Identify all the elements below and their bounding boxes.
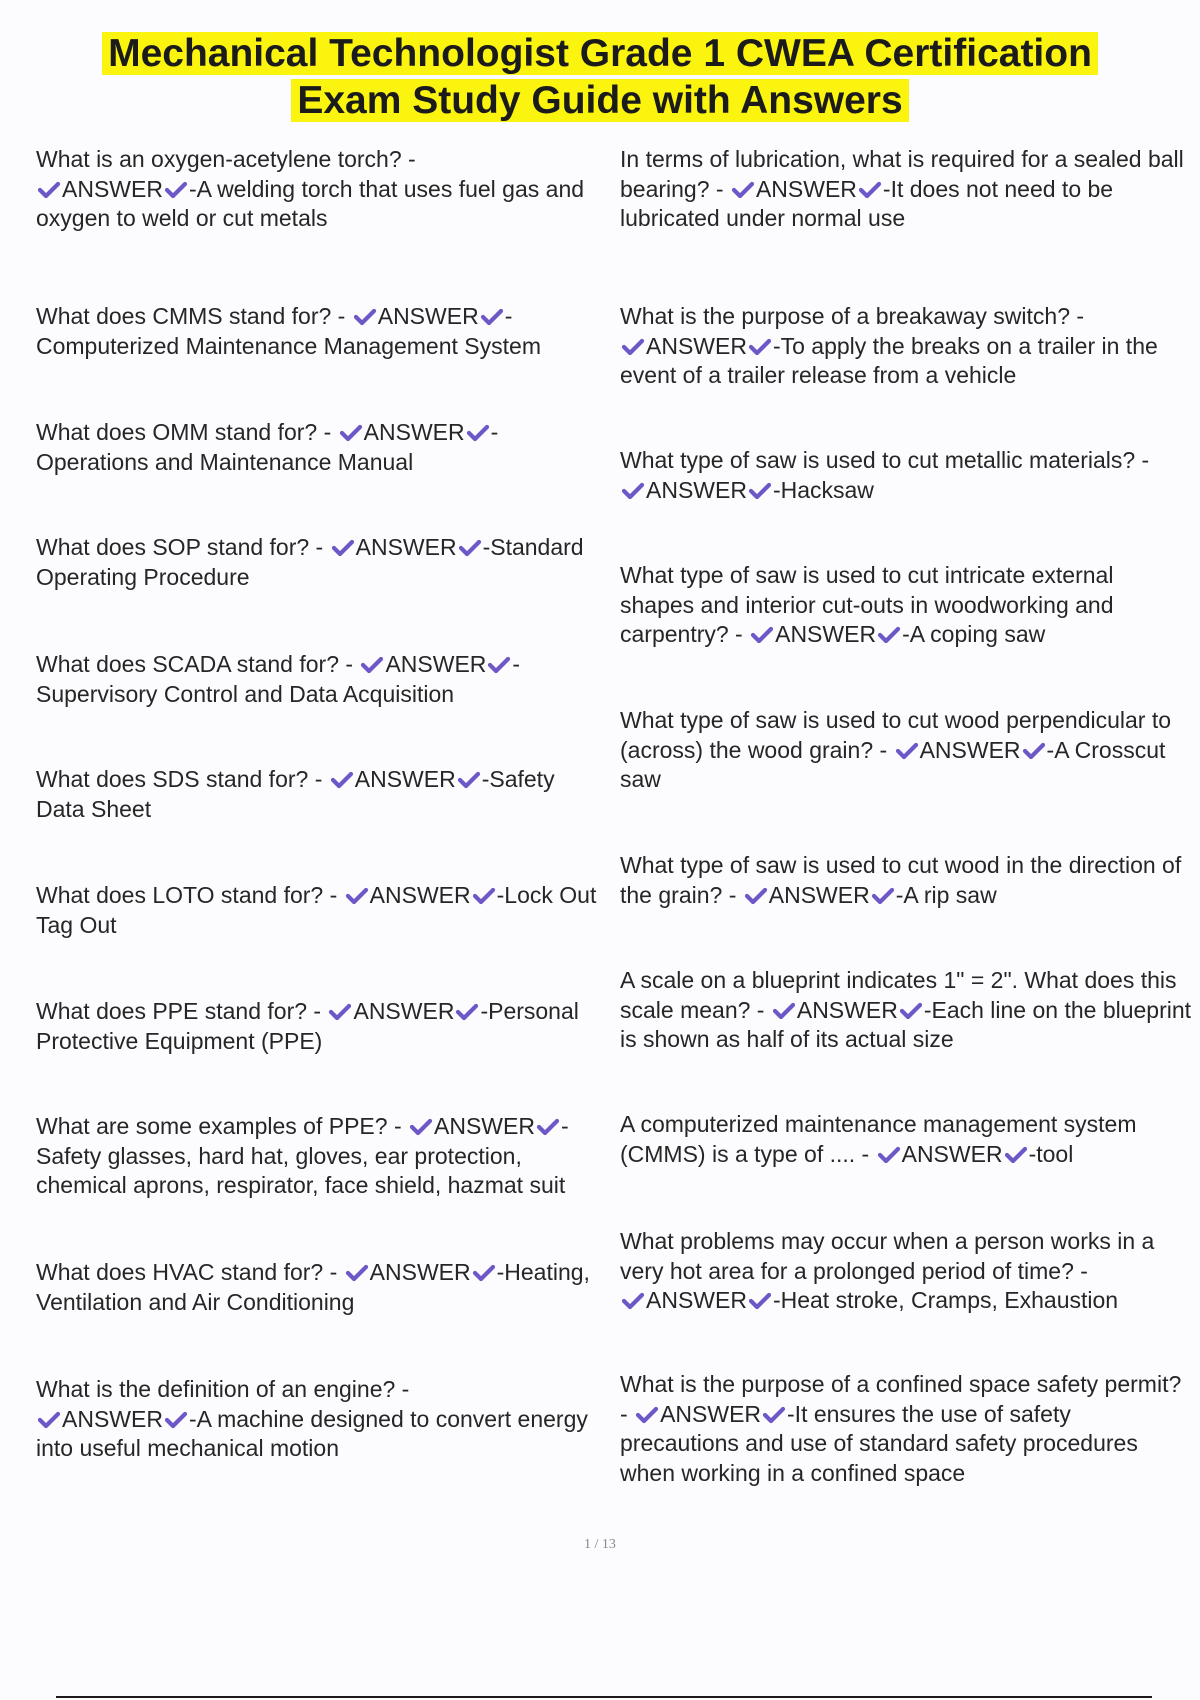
qa-item (36, 1258, 601, 1317)
qa-item (36, 1375, 601, 1464)
question-text: What does HVAC stand for? - (36, 1259, 338, 1285)
answer-label: ANSWER (62, 1405, 163, 1432)
answer-label: ANSWER (796, 996, 898, 1023)
answer-text: -It ensures the use of safety precautions and use of standard safety procedures when working in a confined space (620, 1400, 1138, 1486)
question-text: What does LOTO stand for? - (36, 882, 338, 908)
answer-label: ANSWER (377, 303, 479, 329)
question-text: What does SOP stand for? - (36, 534, 324, 560)
page-number: 1 / 13 (584, 1537, 616, 1552)
question-text: In terms of lubrication, what is required for a sealed ball bearing? - (620, 146, 1184, 202)
checkmark-icon (360, 656, 384, 674)
checkmark-icon (536, 1118, 560, 1136)
checkmark-icon (345, 1264, 369, 1282)
checkmark-icon (331, 539, 355, 557)
question-text: What type of saw is used to cut wood in the direction of the grain? - (620, 852, 1182, 908)
question-text: A scale on a blueprint indicates 1" = 2". What does this scale mean? - (620, 967, 1177, 1023)
document-title (0, 30, 1200, 124)
checkmark-icon (164, 1411, 188, 1429)
answer-label: ANSWER (369, 882, 471, 908)
question-text: A computerized maintenance management system (CMMS) is a type of .... - (620, 1111, 1137, 1167)
checkmark-icon (339, 424, 363, 442)
checkmark-icon (487, 656, 511, 674)
checkmark-icon (772, 1002, 796, 1020)
checkmark-icon (455, 1003, 479, 1021)
answer-text: -Safety Data Sheet (36, 766, 555, 822)
answer-label: ANSWER (353, 998, 455, 1024)
checkmark-icon (750, 626, 774, 644)
question-text: What type of saw is used to cut metallic materials? - (620, 447, 1150, 473)
checkmark-icon (1004, 1146, 1028, 1164)
checkmark-icon (409, 1118, 433, 1136)
answer-label: ANSWER (369, 1259, 471, 1285)
question-text: What does SDS stand for? - (36, 766, 323, 792)
answer-text: -Lock Out Tag Out (36, 882, 597, 938)
answer-text: -Supervisory Control and Data Acquisition (36, 651, 521, 707)
qa-item (620, 851, 1192, 910)
qa-item (620, 966, 1192, 1055)
question-text: What does CMMS stand for? - (36, 303, 346, 329)
answer-text: -Operations and Maintenance Manual (36, 419, 499, 475)
qa-item (36, 302, 601, 361)
checkmark-icon (457, 771, 481, 789)
bottom-divider (56, 1696, 1152, 1698)
qa-item (620, 561, 1192, 650)
qa-item (36, 533, 601, 592)
question-text: What type of saw is used to cut intricate external shapes and interior cut-outs in woodworking and carpentry? - (620, 562, 1114, 647)
qa-item (620, 1370, 1192, 1488)
answer-label: ANSWER (355, 534, 457, 560)
answer-label: ANSWER (755, 175, 857, 202)
answer-label: ANSWER (646, 332, 747, 359)
qa-item (36, 145, 601, 234)
question-text: What does OMM stand for? - (36, 419, 332, 445)
checkmark-icon (330, 771, 354, 789)
checkmark-icon (621, 1292, 645, 1310)
title-line-1: Mechanical Technologist Grade 1 CWEA Certification (102, 32, 1098, 75)
question-text: What is the definition of an engine? - (36, 1376, 410, 1402)
checkmark-icon (345, 887, 369, 905)
question-text: What type of saw is used to cut wood perpendicular to (across) the wood grain? - (620, 707, 1172, 763)
qa-item (620, 706, 1192, 795)
answer-text: -A coping saw (902, 621, 1046, 647)
answer-text: -A rip saw (895, 881, 997, 908)
answer-label: ANSWER (901, 1140, 1003, 1167)
question-text: What is the purpose of a confined space safety permit? - (620, 1371, 1182, 1427)
checkmark-icon (328, 1003, 352, 1021)
checkmark-icon (353, 308, 377, 326)
checkmark-icon (472, 1264, 496, 1282)
checkmark-icon (899, 1002, 923, 1020)
answer-text: -tool (1028, 1140, 1074, 1167)
answer-label: ANSWER (919, 736, 1021, 763)
question-text: What are some examples of PPE? - (36, 1113, 402, 1139)
answer-label: ANSWER (385, 651, 487, 677)
checkmark-icon (731, 181, 755, 199)
qa-item (620, 1227, 1192, 1316)
qa-item (620, 302, 1192, 391)
answer-label: ANSWER (363, 419, 465, 445)
checkmark-icon (621, 338, 645, 356)
qa-item (36, 418, 601, 477)
checkmark-icon (858, 181, 882, 199)
checkmark-icon (762, 1406, 786, 1424)
checkmark-icon (37, 1411, 61, 1429)
qa-item (36, 997, 601, 1056)
answer-text: -Personal Protective Equipment (PPE) (36, 998, 579, 1054)
checkmark-icon (871, 887, 895, 905)
checkmark-icon (621, 482, 645, 500)
answer-label: ANSWER (646, 476, 747, 503)
checkmark-icon (748, 1292, 772, 1310)
qa-item (36, 1112, 601, 1201)
checkmark-icon (635, 1406, 659, 1424)
answer-text: -A machine designed to convert energy into useful mechanical motion (36, 1405, 588, 1461)
answer-text: -Heat stroke, Cramps, Exhaustion (772, 1287, 1119, 1313)
answer-label: ANSWER (434, 1113, 535, 1139)
checkmark-icon (748, 338, 772, 356)
answer-text: -Safety glasses, hard hat, gloves, ear protection, chemical aprons, respirator, face shield, hazmat suit (36, 1113, 569, 1198)
checkmark-icon (458, 539, 482, 557)
question-text: What does PPE stand for? - (36, 998, 322, 1024)
answer-text: -To apply the breaks on a trailer in the event of a trailer release from a vehicle (620, 332, 1158, 388)
checkmark-icon (1022, 742, 1046, 760)
checkmark-icon (466, 424, 490, 442)
qa-item (620, 1110, 1192, 1169)
checkmark-icon (744, 887, 768, 905)
answer-label: ANSWER (775, 621, 877, 647)
checkmark-icon (480, 308, 504, 326)
qa-item (620, 446, 1192, 505)
answer-text: -Hacksaw (772, 476, 874, 503)
checkmark-icon (748, 482, 772, 500)
answer-label: ANSWER (646, 1287, 747, 1313)
checkmark-icon (472, 887, 496, 905)
answer-text: -Standard Operating Procedure (36, 534, 584, 590)
checkmark-icon (895, 742, 919, 760)
answer-text: -Computerized Maintenance Management System (36, 303, 541, 359)
checkmark-icon (877, 1146, 901, 1164)
checkmark-icon (877, 626, 901, 644)
qa-item (36, 881, 601, 940)
qa-item (620, 145, 1192, 234)
checkmark-icon (37, 181, 61, 199)
question-text: What is the purpose of a breakaway switch? - (620, 303, 1085, 329)
answer-label: ANSWER (62, 175, 163, 202)
answer-text: -A Crosscut saw (620, 736, 1166, 792)
answer-text: -A welding torch that uses fuel gas and oxygen to weld or cut metals (36, 175, 585, 231)
qa-item (36, 765, 601, 824)
answer-text: -Heating, Ventilation and Air Conditioning (36, 1259, 590, 1315)
answer-label: ANSWER (768, 881, 870, 908)
answer-label: ANSWER (354, 766, 456, 792)
answer-text: -It does not need to be lubricated under normal use (620, 175, 1114, 231)
checkmark-icon (164, 181, 188, 199)
question-text: What is an oxygen-acetylene torch? - (36, 146, 416, 172)
answer-label: ANSWER (660, 1400, 762, 1427)
title-line-2: Exam Study Guide with Answers (291, 79, 908, 122)
qa-item (36, 650, 601, 709)
answer-text: -Each line on the blueprint is shown as half of its actual size (620, 996, 1192, 1052)
question-text: What does SCADA stand for? - (36, 651, 354, 677)
question-text: What problems may occur when a person works in a very hot area for a prolonged period of time? - (620, 1228, 1155, 1284)
